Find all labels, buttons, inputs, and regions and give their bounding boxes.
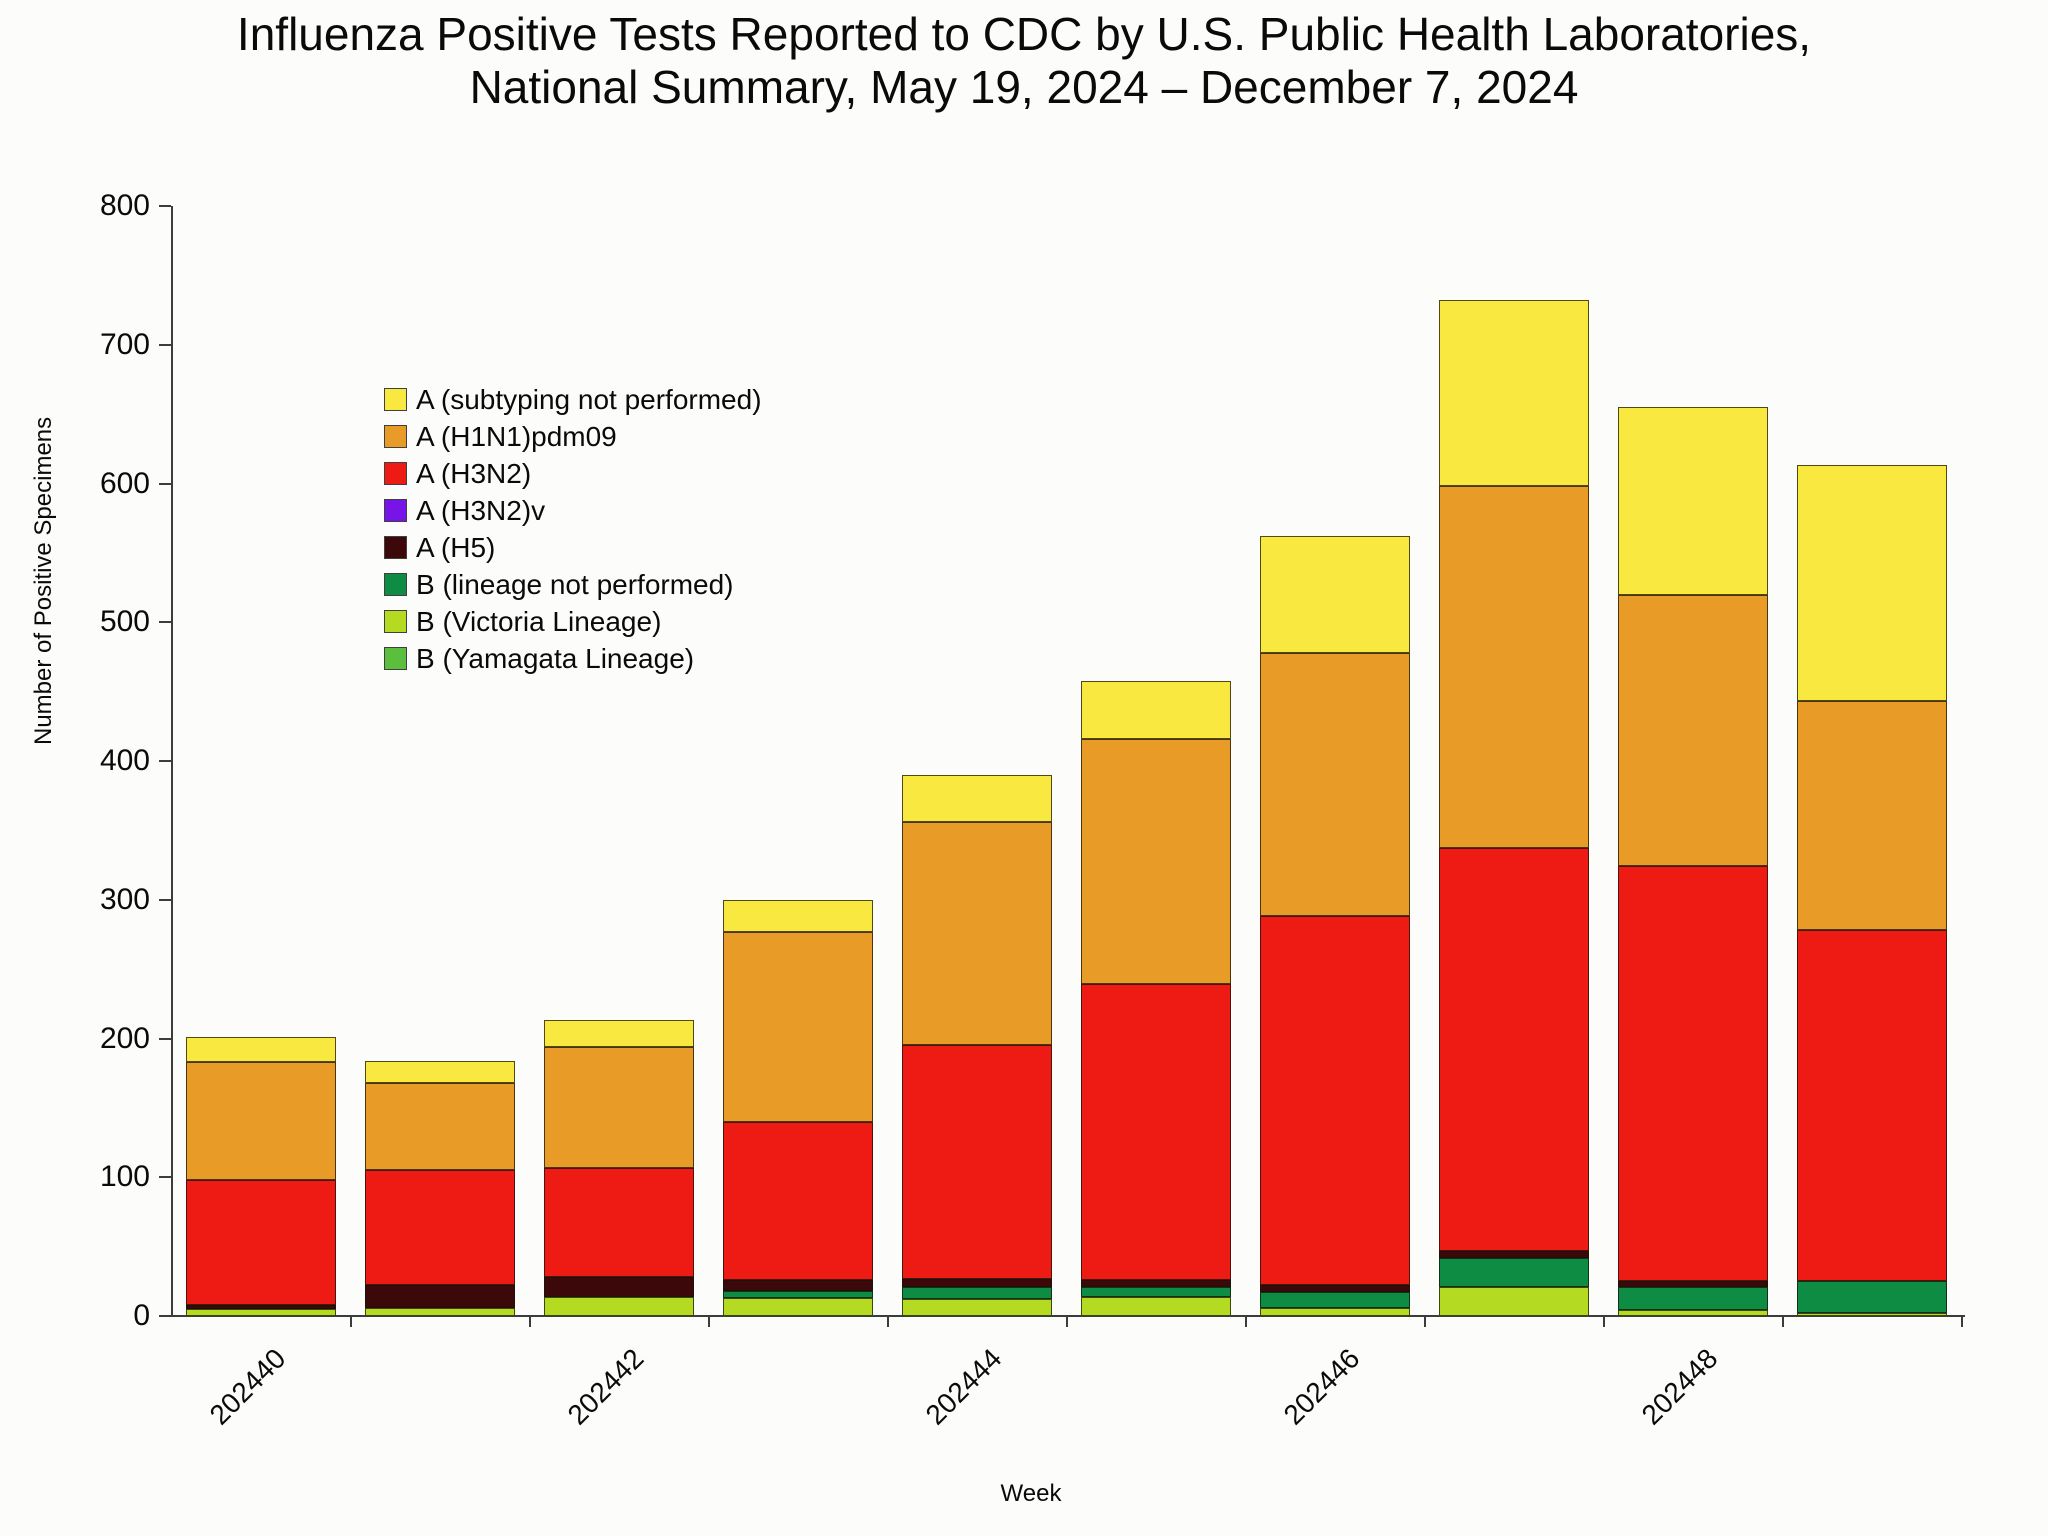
y-tick-label: 400 xyxy=(99,744,150,777)
bar-segment xyxy=(365,1170,515,1285)
bar-segment xyxy=(723,1291,873,1298)
x-axis-title: Week xyxy=(1000,1480,1062,1507)
x-tick xyxy=(887,1316,889,1327)
bar-segment xyxy=(1439,1287,1589,1316)
x-tick xyxy=(1424,1316,1426,1327)
legend-label: A (H5) xyxy=(416,531,496,563)
bar-segment xyxy=(1081,739,1231,985)
legend-swatch-icon xyxy=(384,536,407,559)
legend-label: A (H3N2) xyxy=(416,457,532,489)
legend xyxy=(384,381,762,677)
x-tick xyxy=(1245,1316,1247,1327)
y-tick xyxy=(159,483,171,485)
bar-segment xyxy=(723,1280,873,1291)
y-tick-label: 600 xyxy=(99,466,150,500)
bar-segment xyxy=(902,1287,1052,1299)
x-tick-label: 202440 xyxy=(203,1342,292,1431)
bar-segment xyxy=(723,900,873,932)
y-tick xyxy=(159,760,171,762)
bar-segment xyxy=(1797,465,1947,701)
bar-segment xyxy=(365,1308,515,1316)
bar-segment xyxy=(1260,536,1410,653)
bar-segment xyxy=(544,1297,694,1316)
bar-segment xyxy=(544,1168,694,1278)
bar-segment xyxy=(1081,1287,1231,1297)
x-tick xyxy=(1603,1316,1605,1327)
chart-title-line1: Influenza Positive Tests Reported to CDC by U.S. Public Health Laboratories, xyxy=(236,8,1812,60)
legend-label: A (H1N1)pdm09 xyxy=(416,420,617,452)
y-tick-label: 100 xyxy=(99,1160,150,1194)
bar-segment xyxy=(1260,653,1410,917)
x-tick-label: 202448 xyxy=(1635,1342,1724,1431)
bar-segment xyxy=(1618,407,1768,594)
legend-swatch-icon xyxy=(384,647,407,670)
y-axis-line xyxy=(171,206,173,1317)
bar-segment xyxy=(365,1083,515,1170)
x-tick-label: 202442 xyxy=(561,1342,650,1431)
bar-segment xyxy=(723,1298,873,1316)
legend-row xyxy=(384,603,762,640)
bar-segment xyxy=(723,932,873,1122)
bar-segment xyxy=(902,775,1052,822)
chart-title xyxy=(0,8,2048,114)
bar-segment xyxy=(1797,930,1947,1281)
y-tick-label: 800 xyxy=(99,189,150,222)
legend-label: A (subtyping not performed) xyxy=(416,383,762,415)
legend-row xyxy=(384,492,762,529)
x-tick xyxy=(1066,1316,1068,1327)
bar-segment xyxy=(902,822,1052,1045)
legend-row xyxy=(384,640,762,677)
bar-segment xyxy=(1260,1292,1410,1307)
legend-label: B (Yamagata Lineage) xyxy=(416,642,695,674)
y-tick xyxy=(159,1176,171,1178)
bar-segment xyxy=(1618,1310,1768,1316)
y-tick xyxy=(159,205,171,207)
bar-segment xyxy=(1618,1281,1768,1287)
y-tick-label: 0 xyxy=(133,1299,150,1332)
bar-segment xyxy=(1439,1251,1589,1258)
x-tick xyxy=(1961,1316,1963,1327)
bar-segment xyxy=(902,1279,1052,1287)
bar-segment xyxy=(902,1299,1052,1316)
bar-segment xyxy=(186,1309,336,1316)
bar-segment xyxy=(186,1037,336,1062)
bar-segment xyxy=(1260,1308,1410,1316)
bar-segment xyxy=(1081,681,1231,739)
legend-swatch-icon xyxy=(384,499,407,522)
legend-label: B (lineage not performed) xyxy=(416,568,734,600)
bar-segment xyxy=(1081,1297,1231,1316)
y-tick xyxy=(159,621,171,623)
bar-segment xyxy=(1797,1281,1947,1313)
legend-row xyxy=(384,529,762,566)
bar-segment xyxy=(365,1061,515,1083)
y-tick-label: 300 xyxy=(99,882,150,916)
chart-title-line2: National Summary, May 19, 2024 – December 7, 2024 xyxy=(469,61,1579,113)
legend-label: B (Victoria Lineage) xyxy=(416,605,662,637)
bar-segment xyxy=(1439,300,1589,486)
x-tick-label: 202444 xyxy=(919,1342,1008,1431)
bar-segment xyxy=(1081,984,1231,1280)
y-tick-label: 200 xyxy=(99,1021,150,1055)
legend-swatch-icon xyxy=(384,425,407,448)
legend-swatch-icon xyxy=(384,573,407,596)
x-tick xyxy=(708,1316,710,1327)
bar-segment xyxy=(1797,701,1947,930)
legend-swatch-icon xyxy=(384,388,407,411)
bar-segment xyxy=(723,1122,873,1280)
y-tick-label: 500 xyxy=(99,605,150,639)
legend-row xyxy=(384,381,762,418)
bar-segment xyxy=(1081,1280,1231,1287)
legend-row xyxy=(384,566,762,603)
bar-segment xyxy=(1439,848,1589,1250)
bar-segment xyxy=(1618,1287,1768,1311)
bar-segment xyxy=(902,1045,1052,1278)
y-tick-label: 700 xyxy=(99,327,150,361)
y-tick xyxy=(159,1315,171,1317)
x-tick xyxy=(350,1316,352,1327)
y-tick xyxy=(159,899,171,901)
bar-segment xyxy=(1618,595,1768,867)
legend-swatch-icon xyxy=(384,610,407,633)
bar-segment xyxy=(1797,1313,1947,1316)
legend-label: A (H3N2)v xyxy=(416,494,546,526)
bar-segment xyxy=(1439,1258,1589,1287)
bar-segment xyxy=(186,1062,336,1180)
bar-segment xyxy=(544,1277,694,1296)
bar-segment xyxy=(365,1285,515,1307)
x-tick-label: 202446 xyxy=(1277,1342,1366,1431)
y-tick xyxy=(159,1038,171,1040)
bar-segment xyxy=(544,1047,694,1168)
bar-segment xyxy=(1260,916,1410,1285)
y-tick xyxy=(159,344,171,346)
legend-row xyxy=(384,418,762,455)
x-tick xyxy=(1782,1316,1784,1327)
bar-segment xyxy=(544,1020,694,1046)
x-tick xyxy=(529,1316,531,1327)
bar-segment xyxy=(1618,866,1768,1281)
legend-row xyxy=(384,455,762,492)
bar-segment xyxy=(1439,486,1589,848)
y-axis-title: Number of Positive Specimens xyxy=(30,416,57,745)
bar-segment xyxy=(1260,1285,1410,1292)
legend-swatch-icon xyxy=(384,462,407,485)
bar-segment xyxy=(186,1305,336,1309)
bar-segment xyxy=(186,1180,336,1305)
